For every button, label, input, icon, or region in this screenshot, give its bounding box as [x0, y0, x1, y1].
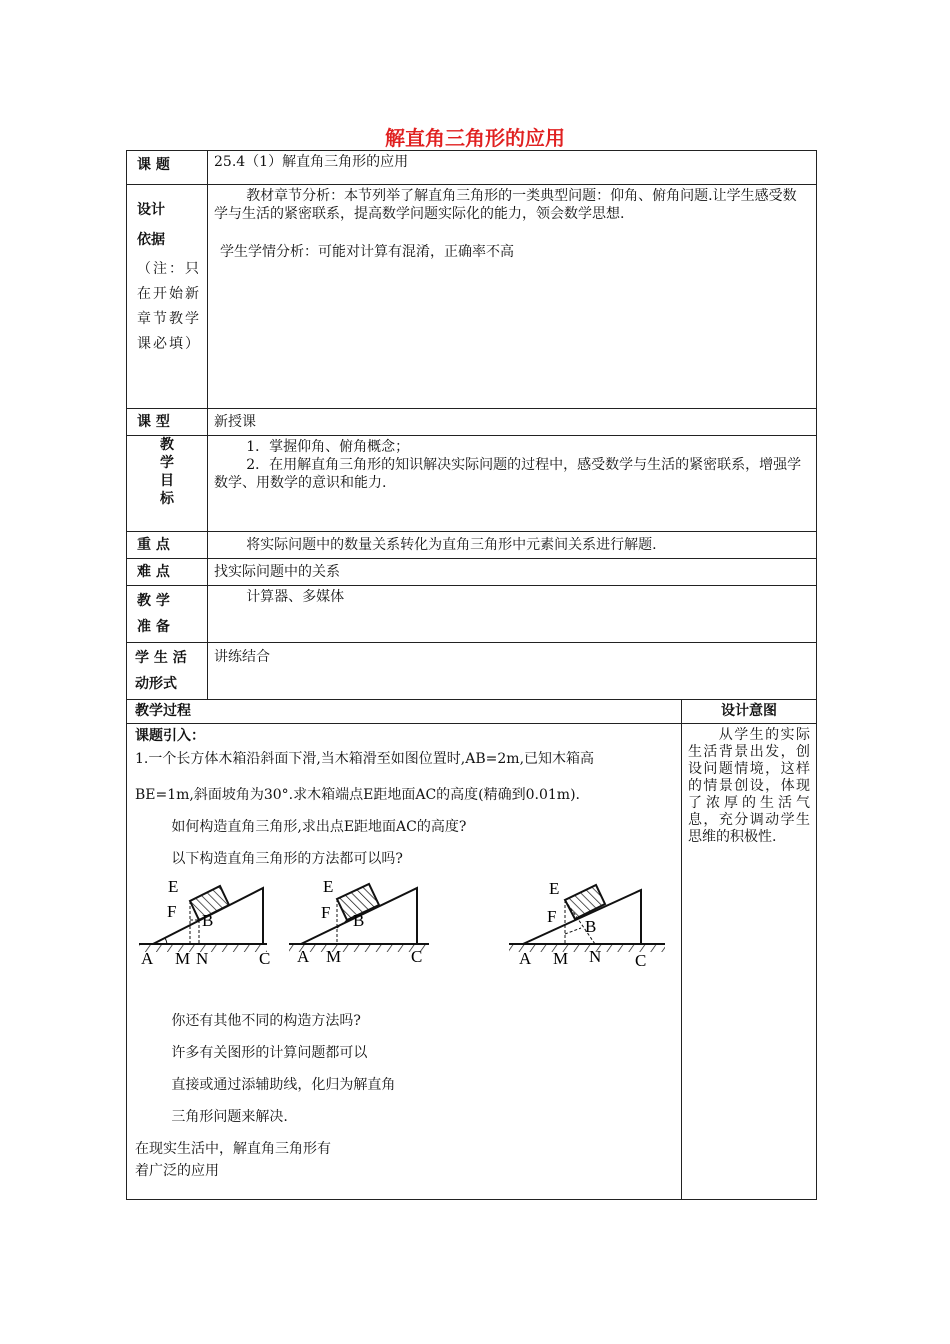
label-prep [127, 586, 208, 643]
para-2: 直接或通过添辅助线，化归为解直角 [171, 1077, 396, 1093]
geometry-figures [135, 872, 675, 980]
row-prep [127, 586, 817, 643]
aux-line [565, 928, 581, 934]
process-header: 教学过程 [127, 700, 682, 724]
goal-1: 1．掌握仰角、俯角概念； [246, 439, 410, 455]
value-topic: 25.4（1）解直角三角形的应用 [208, 151, 817, 185]
label-activity-1: 学 生 活 [135, 650, 187, 666]
label-n: N [196, 949, 209, 968]
label-m: M [326, 947, 342, 966]
row-process [127, 724, 817, 1200]
value-activity: 讲练结合 [208, 643, 817, 700]
intro-heading: 课题引入： [135, 728, 205, 744]
value-difficulty: 找实际问题中的关系 [208, 559, 817, 586]
value-type: 新授课 [208, 409, 817, 436]
label-c: C [411, 947, 423, 966]
figure-2 [289, 877, 429, 966]
label-e: E [323, 877, 334, 896]
label-prep-1: 教 学 [137, 593, 170, 609]
row-type [127, 409, 817, 436]
label-a: A [519, 949, 532, 968]
row-basis [127, 185, 817, 409]
label-e: E [549, 879, 560, 898]
row-topic [127, 151, 817, 185]
label-goals-3: 目 [160, 473, 174, 489]
label-type: 课 型 [127, 409, 208, 436]
problem-line-1: 1.一个长方体木箱沿斜面下滑,当木箱滑至如图位置时,AB=2m,已知木箱高 [135, 751, 595, 767]
label-c: C [259, 949, 271, 968]
basis-student: 学生学情分析：可能对计算有混淆，正确率不高 [220, 244, 514, 260]
label-basis-2: 依据 [137, 232, 165, 248]
label-goals-2: 学 [160, 455, 174, 471]
para-4: 在现实生活中，解直角三角形有 [135, 1141, 331, 1157]
problem-line-2: BE=1m,斜面坡角为30°.求木箱端点E距地面AC的高度(精确到0.01m). [135, 787, 580, 803]
para-5: 着广泛的应用 [135, 1163, 219, 1179]
label-f: F [167, 902, 177, 921]
label-activity-2: 动形式 [135, 676, 177, 692]
label-b: B [585, 917, 597, 936]
label-goals-4: 标 [160, 491, 174, 507]
ground-hatch [289, 944, 429, 952]
label-a: A [297, 947, 310, 966]
row-difficulty [127, 559, 817, 586]
row-process-header [127, 700, 817, 724]
label-activity [127, 643, 208, 700]
label-e: E [168, 877, 179, 896]
intent-header: 设计意图 [682, 700, 817, 724]
label-b: B [202, 911, 214, 930]
question-1: 如何构造直角三角形,求出点E距地面AC的高度? [171, 819, 467, 835]
label-key: 重 点 [127, 532, 208, 559]
aux-line [337, 920, 347, 928]
lesson-plan-table [126, 150, 817, 1200]
figure-3 [509, 879, 665, 970]
figure-1 [139, 877, 270, 968]
label-basis [127, 185, 208, 409]
label-m: M [553, 949, 569, 968]
question-2: 以下构造直角三角形的方法都可以吗? [171, 851, 403, 867]
label-topic: 课 题 [127, 151, 208, 185]
row-key [127, 532, 817, 559]
label-n: N [589, 947, 602, 966]
row-activity [127, 643, 817, 700]
label-f: F [321, 903, 331, 922]
value-goals [208, 436, 817, 532]
label-m: M [175, 949, 191, 968]
label-basis-note: （注：只在开始新章节教学课必填） [137, 261, 199, 352]
process-content [127, 724, 682, 1200]
goal-2: 2．在用解直角三角形的知识解决实际问题的过程中，感受数学与生活的紧密联系，增强学数学、用数学的意识和能力. [214, 457, 802, 491]
label-c: C [635, 951, 647, 970]
label-a: A [141, 949, 154, 968]
value-basis [208, 185, 817, 409]
row-goals [127, 436, 817, 532]
para-1: 许多有关图形的计算问题都可以 [171, 1045, 368, 1061]
label-goals [127, 436, 208, 532]
label-basis-1: 设计 [137, 202, 165, 218]
label-prep-2: 准 备 [137, 619, 170, 635]
crate [565, 885, 605, 919]
value-key: 将实际问题中的数量关系转化为直角三角形中元素间关系进行解题. [208, 532, 817, 559]
document-title: 解直角三角形的应用 [385, 126, 565, 150]
basis-textbook: 教材章节分析：本节列举了解直角三角形的一类典型问题：仰角、俯角问题.让学生感受数学与生活的紧密联系，提高数学问题实际化的能力，领会数学思想. [214, 188, 797, 222]
question-3: 你还有其他不同的构造方法吗? [171, 1013, 361, 1029]
label-difficulty: 难 点 [127, 559, 208, 586]
intent-content: 从学生的实际生活背景出发，创设问题情境，这样的情景创设，体现了浓厚的生活气息，充分调动学生思维的积极性. [682, 724, 817, 1200]
para-3: 三角形问题来解决. [171, 1109, 288, 1125]
label-b: B [353, 911, 365, 930]
label-f: F [547, 907, 557, 926]
label-goals-1: 教 [160, 437, 174, 453]
value-prep: 计算器、多媒体 [208, 586, 817, 643]
